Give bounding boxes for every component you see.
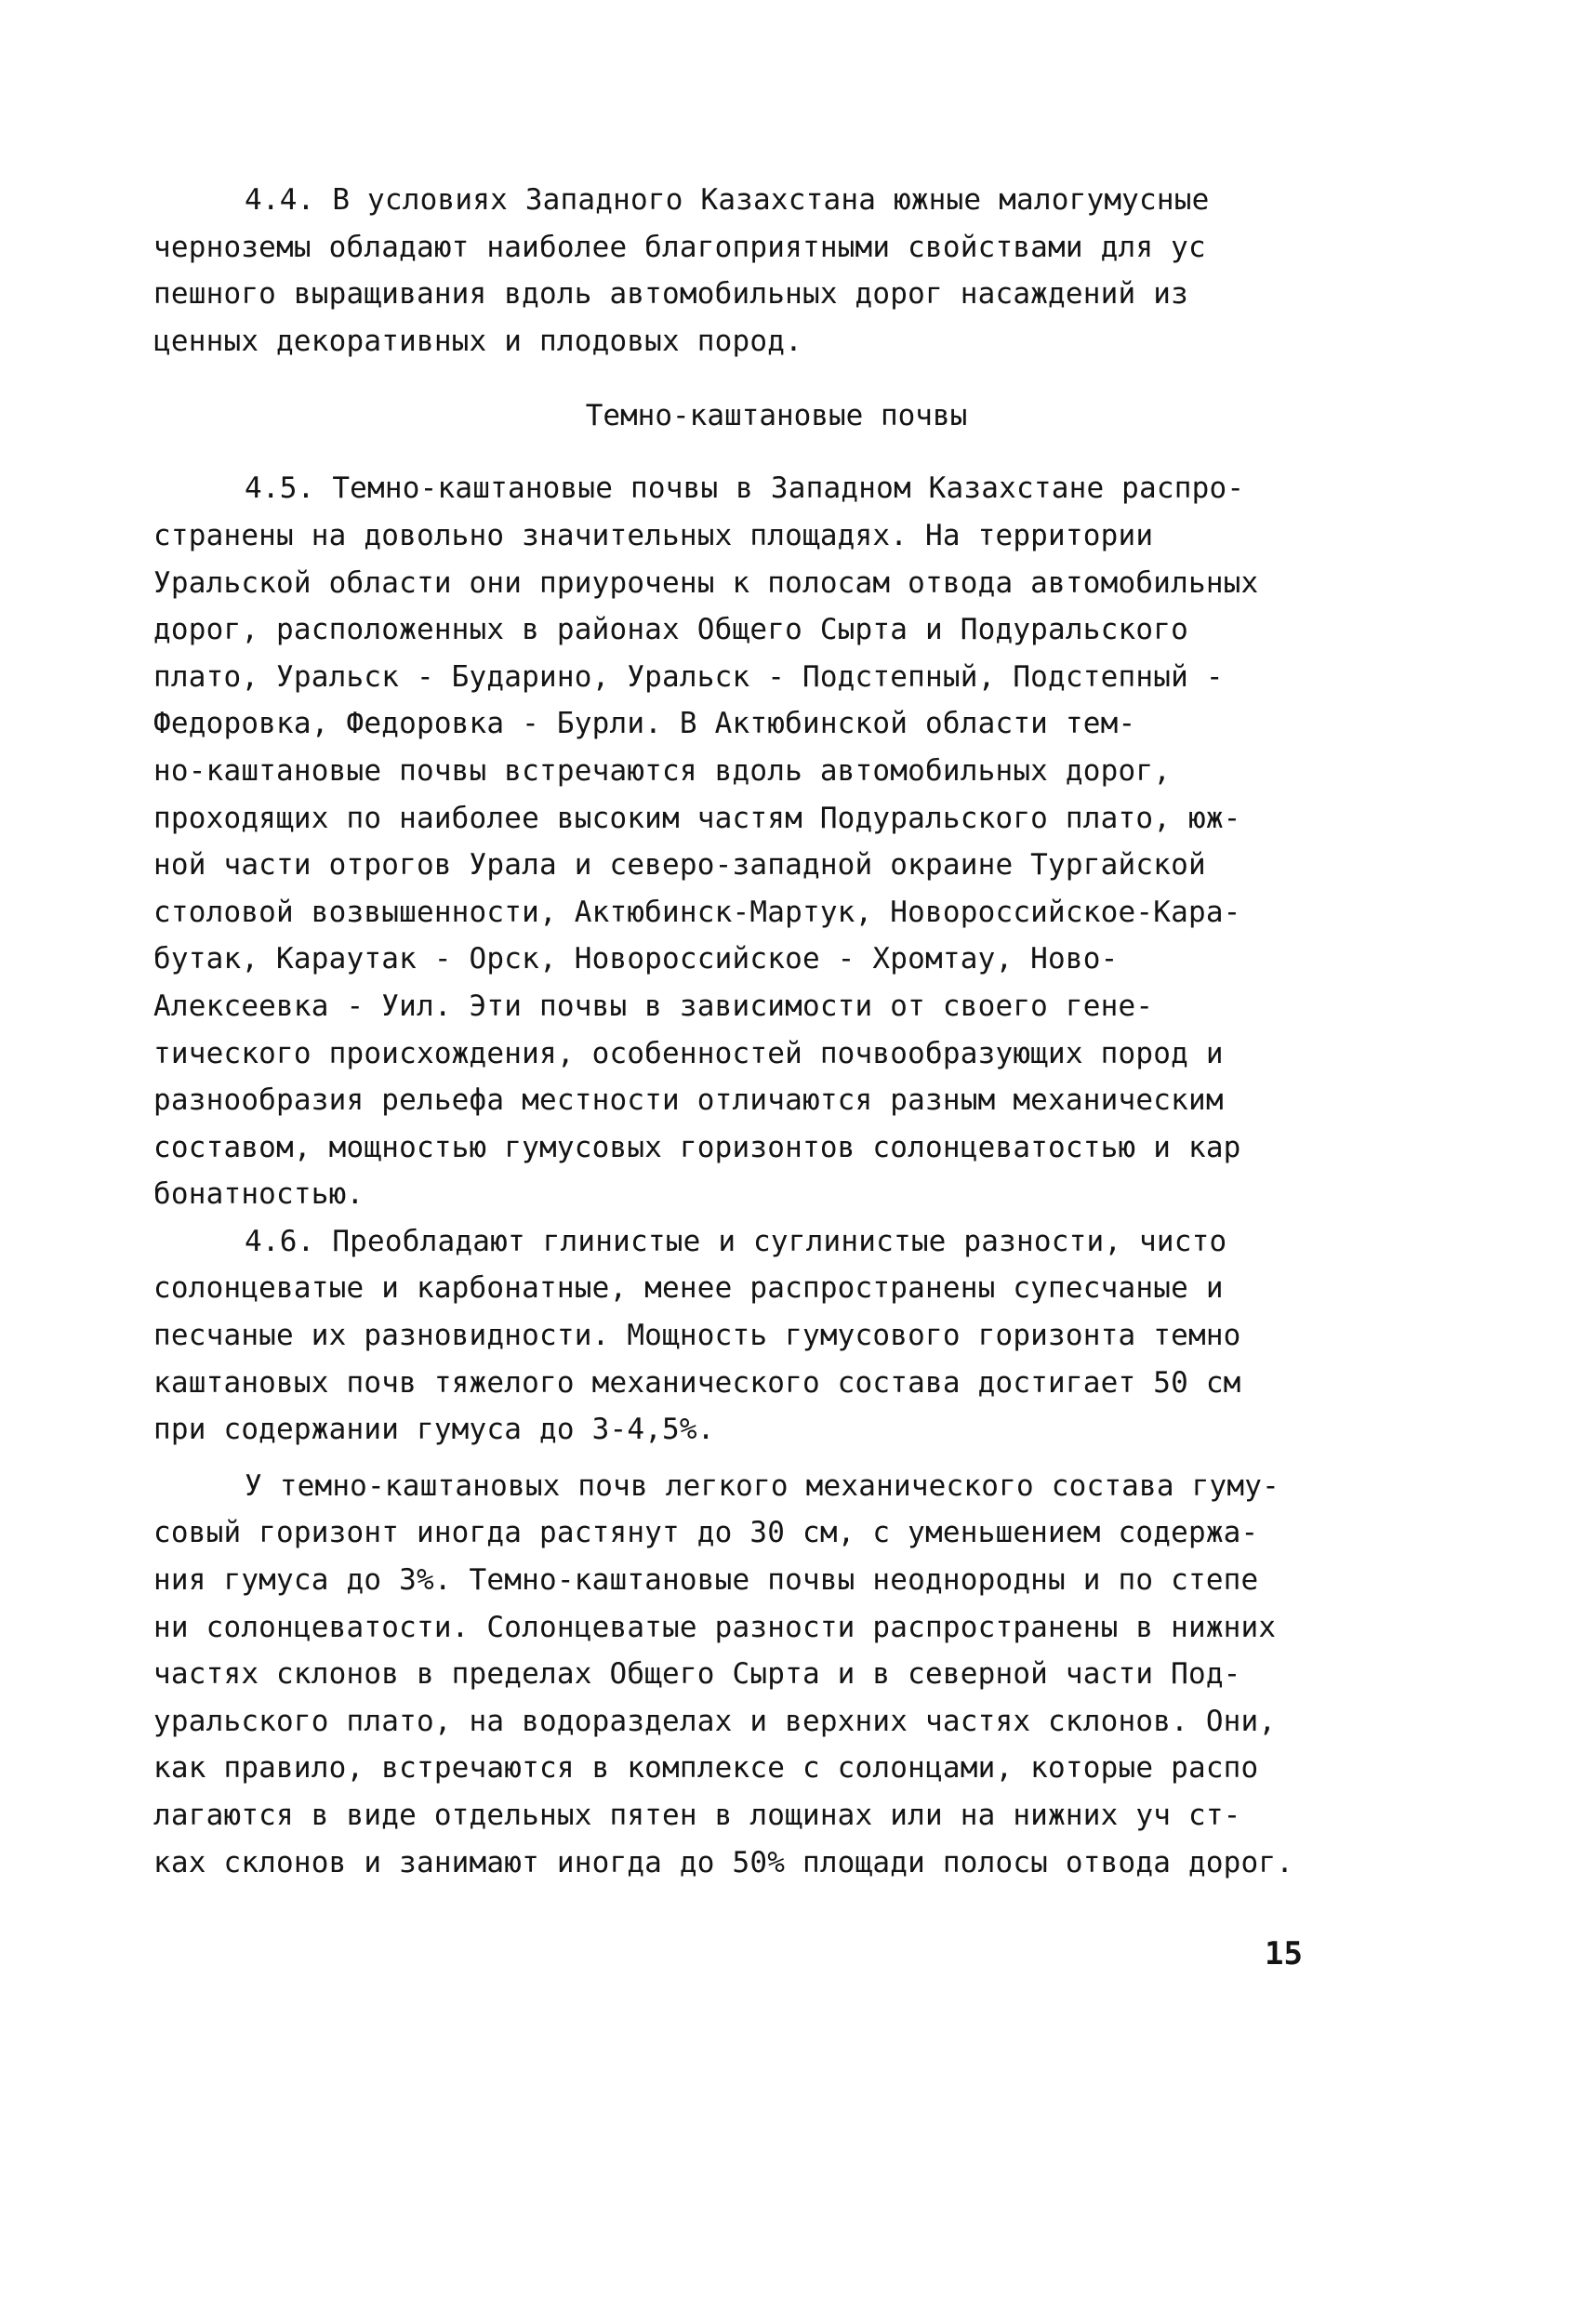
text-line: У темно-каштановых почв легкого механического состава гуму- xyxy=(245,1468,1279,1503)
text-line: дорог, расположенных в районах Общего Сырта и Подуральского xyxy=(153,613,1188,647)
text-line: песчаные их разновидности. Мощность гумусового горизонта темно xyxy=(153,1319,1241,1353)
section-heading: Темно-каштановые почвы xyxy=(585,399,968,433)
text-line: тического происхождения, особенностей почвообразующих пород и xyxy=(153,1036,1224,1070)
paragraph-4-6 xyxy=(153,1218,1399,1454)
text-line: разнообразия рельефа местности отличаются разным механическим xyxy=(153,1083,1224,1118)
text-line: Уральской области они приурочены к полосам отвода автомобильных xyxy=(153,565,1259,600)
text-line: 4.6. Преобладают глинистые и суглинистые разности, чисто xyxy=(245,1224,1227,1258)
text-line: 4.4. В условиях Западного Казахстана южные малогумусные xyxy=(245,183,1210,217)
text-line: как правило, встречаются в комплексе с солонцами, которые распо xyxy=(153,1751,1259,1786)
spacer xyxy=(153,1454,1399,1463)
text-line: странены на довольно значительных площадях. На территории xyxy=(153,518,1154,552)
paragraph-light-soils xyxy=(153,1463,1399,1886)
paragraph-4-4 xyxy=(153,177,1399,365)
text-line: при содержании гумуса до 3-4,5%. xyxy=(153,1413,715,1447)
text-line: Алексеевка - Уил. Эти почвы в зависимости от своего гене- xyxy=(153,989,1154,1023)
page-number: 15 xyxy=(1265,1935,1303,1972)
document-body xyxy=(153,177,1399,1886)
text-line: частях склонов в пределах Общего Сырта и в северной части Под- xyxy=(153,1657,1241,1692)
text-line: ной части отрогов Урала и северо-западной окраине Тургайской xyxy=(153,848,1206,883)
text-line: Федоровка, Федоровка - Бурли. В Актюбинской области тем- xyxy=(153,707,1136,741)
text-line: 4.5. Темно-каштановые почвы в Западном Казахстане распро- xyxy=(245,471,1245,506)
text-line: но-каштановые почвы встречаются вдоль автомобильных дорог, xyxy=(153,753,1172,788)
text-line: совый горизонт иногда растянут до 30 см, с уменьшением содержа- xyxy=(153,1516,1259,1550)
text-line: каштановых почв тяжелого механического состава достигает 50 см xyxy=(153,1365,1241,1400)
paragraph-4-5 xyxy=(153,465,1399,1218)
text-line: столовой возвышенности, Актюбинск-Мартук, Новороссийское-Кара- xyxy=(153,895,1241,929)
spacer xyxy=(153,445,1399,465)
text-line: черноземы обладают наиболее благоприятными свойствами для ус xyxy=(153,230,1206,264)
text-line: бонатностью. xyxy=(153,1177,365,1212)
text-line: солонцеватые и карбонатные, менее распространены супесчаные и xyxy=(153,1271,1224,1306)
heading-block xyxy=(153,365,1399,445)
text-line: плато, Уральск - Бударино, Уральск - Подстепный, Подстепный - xyxy=(153,659,1224,694)
text-line: лагаются в виде отдельных пятен в лощинах или на нижних уч ст- xyxy=(153,1799,1241,1832)
text-line: пешного выращивания вдоль автомобильных дорог насаждений из xyxy=(153,277,1188,312)
text-line: уральского плато, на водоразделах и верхних частях склонов. Они, xyxy=(153,1704,1277,1738)
text-line: ках склонов и занимают иногда до 50% площади полосы отвода дорог. xyxy=(153,1845,1294,1879)
text-line: проходящих по наиболее высоким частям Подуральского плато, юж- xyxy=(153,801,1241,835)
text-line: ния гумуса до 3%. Темно-каштановые почвы неоднородны и по степе xyxy=(153,1563,1259,1598)
text-line: ценных декоративных и плодовых пород. xyxy=(153,324,802,358)
text-line: бутак, Караутак - Орск, Новороссийское - Хромтау, Ново- xyxy=(153,942,1119,976)
text-line: ни солонцеватости. Солонцеватые разности распространены в нижних xyxy=(153,1610,1277,1644)
text-line: составом, мощностью гумусовых горизонтов солонцеватостью и кар xyxy=(153,1130,1241,1164)
